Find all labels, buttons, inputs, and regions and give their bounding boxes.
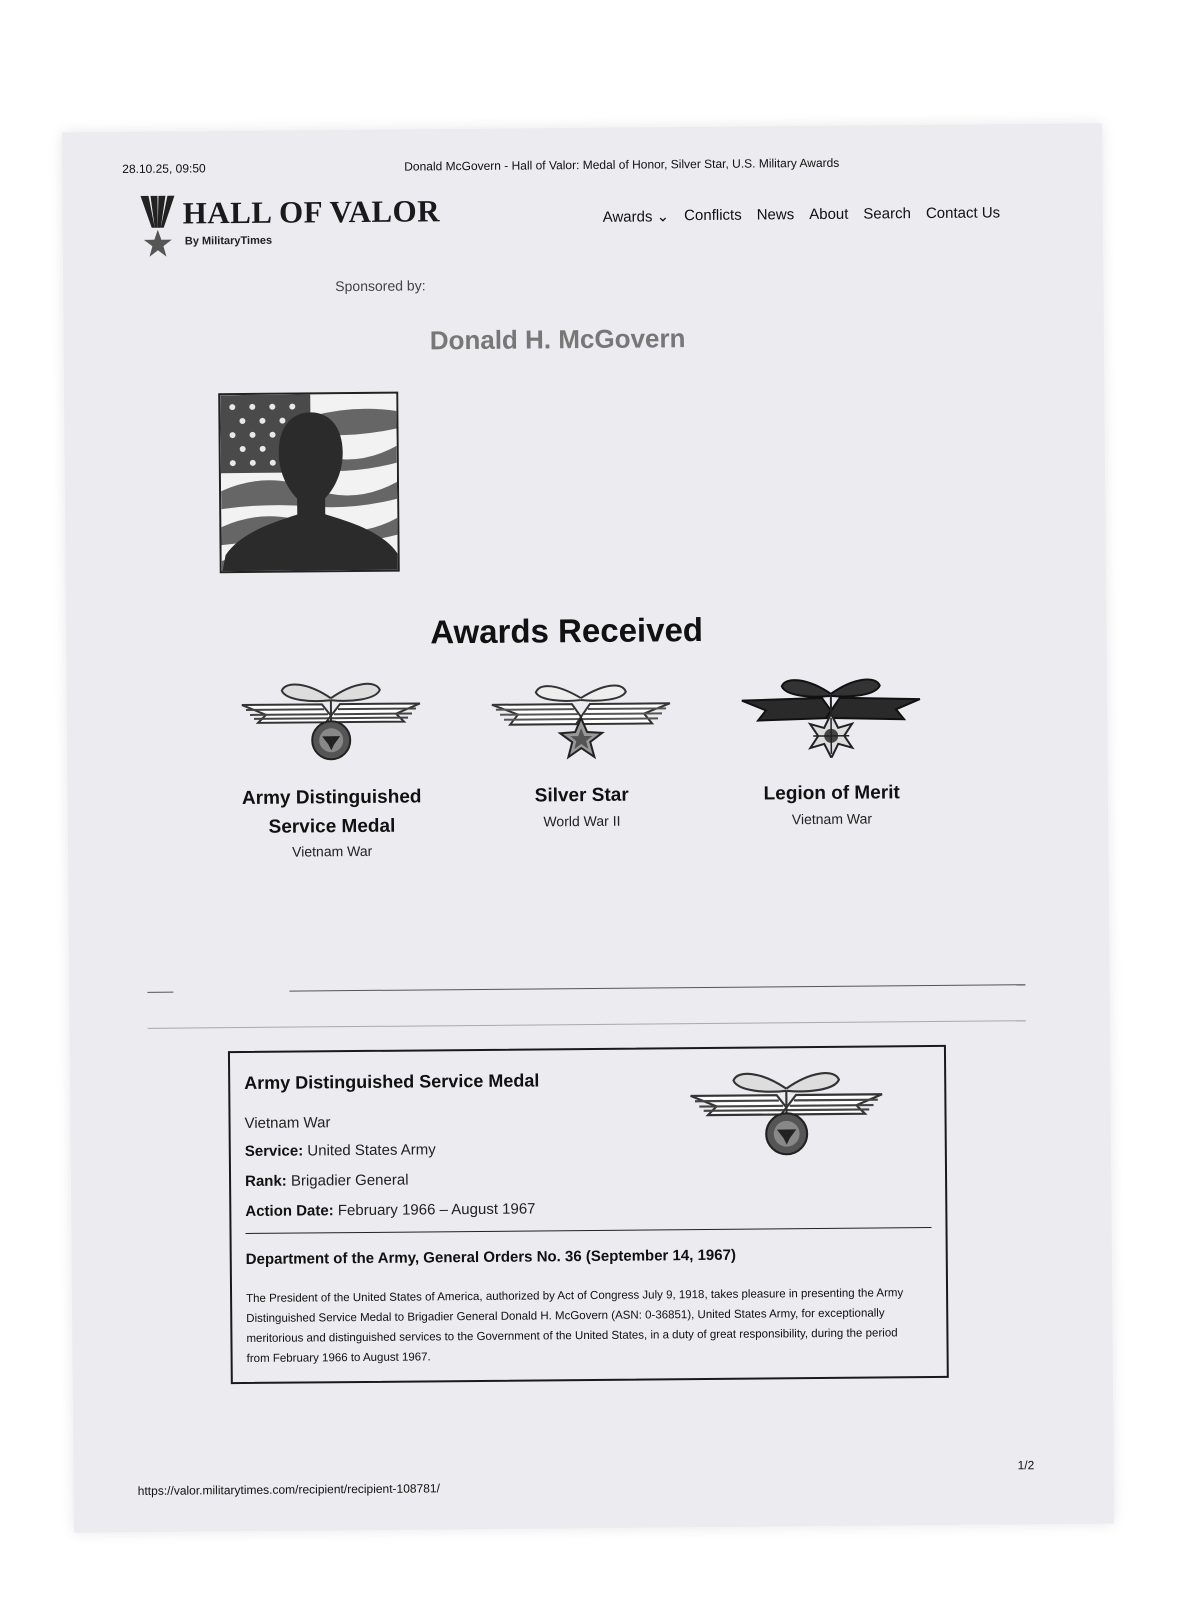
main-nav [603,204,1001,225]
award-conflict: Vietnam War [791,810,873,827]
medal-ribbon-logo-icon [138,196,177,258]
detail-award-title: Army Distinguished Service Medal [244,1070,540,1094]
award-name: Silver Star [534,784,629,807]
sponsored-label: Sponsored by: [335,277,426,295]
flag-silhouette-placeholder-icon [220,394,400,574]
divider-rule [289,984,1025,991]
nav-conflicts[interactable]: Conflicts [684,206,742,225]
detail-conflict: Vietnam War [244,1114,331,1133]
recipient-name: Donald H. McGovern [429,323,686,356]
detail-action-date-row [245,1200,535,1220]
print-page-title: Donald McGovern - Hall of Valor: Medal of Honor, Silver Star, U.S. Military Awards [404,155,840,174]
divider-rule [148,1020,1026,1029]
print-datetime: 28.10.25, 09:50 [122,161,206,177]
print-header [122,154,1012,177]
logo-subtitle: By MilitaryTimes [184,234,273,248]
action-date-value: February 1966 – August 1967 [337,1200,536,1220]
nav-search[interactable]: Search [863,205,911,223]
award-detail-card [228,1045,949,1384]
detail-service-row [245,1141,436,1160]
recipient-portrait [218,392,400,574]
awards-received-heading: Awards Received [430,610,704,651]
award-card-legion-of-merit[interactable] [721,673,942,827]
award-name: Army Distinguished Service Medal [241,786,422,838]
award-card-army-dsm[interactable] [221,677,443,860]
rank-value: Brigadier General [290,1171,409,1190]
award-name: Legion of Merit [763,782,900,805]
nav-awards[interactable]: Awards ⌄ [602,208,670,226]
award-conflict: Vietnam War [292,842,373,860]
award-conflict: World War II [543,812,621,829]
legion-of-merit-medal-icon [738,673,925,759]
detail-rank-row [245,1172,409,1190]
detail-divider [246,1227,932,1234]
nav-contact-us[interactable]: Contact Us [925,204,1001,223]
nav-about[interactable]: About [809,205,849,224]
citation-text: The President of the United States of America, authorized by Act of Congress July 9, 1918, takes pleasure in presenting the Army Distinguished Service Medal to Brigadier General Donald H. McGovern (ASN: 0-36851), United States Army, for exceptionally meritorious and distinguished services to the Government of the United States, in a duty of great responsibility, during the period from February 1966 to August 1967. [246,1287,904,1366]
action-date-label: Action Date: [245,1202,334,1221]
general-orders-heading: Department of the Army, General Orders No. 36 (September 14, 1967) [245,1246,736,1269]
print-footer-url: https://valor.militarytimes.com/recipient/recipient-108781/ [137,1481,440,1498]
silver-star-medal-icon [488,675,675,761]
divider-rule [147,992,173,993]
rank-label: Rank: [244,1172,287,1191]
hall-of-valor-logo[interactable] [138,193,439,258]
nav-news[interactable]: News [756,206,795,224]
print-page-number: 1/2 [1017,1458,1035,1473]
printed-page [62,123,1114,1532]
detail-medal [686,1063,887,1166]
service-label: Service: [244,1142,304,1161]
service-value: United States Army [307,1141,436,1160]
award-card-silver-star[interactable] [471,675,692,829]
army-dsm-medal-icon [686,1063,887,1161]
logo-title: HALL OF VALOR [182,193,441,231]
army-dsm-medal-icon [238,677,425,763]
